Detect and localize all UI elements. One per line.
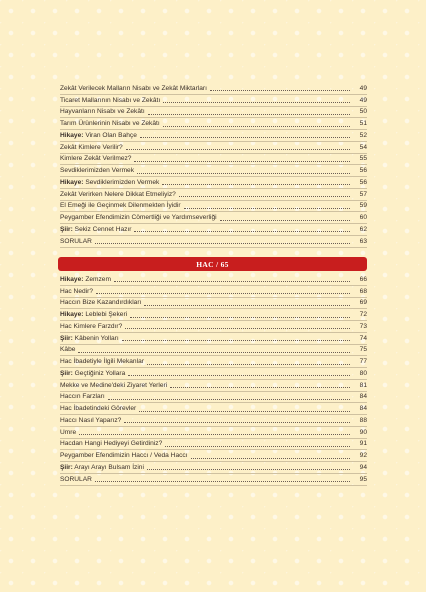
dot-leader (140, 136, 350, 138)
toc-entry-title-text: Haccın Farzları (60, 393, 105, 401)
toc-entry-page-number: 55 (359, 155, 367, 163)
dot-leader (79, 433, 350, 435)
toc-entry-title-text: Zekât Kimlere Verilir? (60, 143, 123, 151)
dot-leader (125, 327, 350, 329)
dot-leader (108, 398, 350, 400)
toc-entry-page-number: 56 (359, 167, 367, 174)
toc-entry-title-text: Peygamber Efendimizin Haccı / Veda Haccı (60, 452, 188, 459)
toc-entry-page-number: 92 (359, 452, 367, 459)
toc-entry-title (60, 226, 131, 235)
toc-entry (60, 450, 367, 462)
toc-entry-title (60, 346, 75, 355)
toc-entry-page-number: 95 (359, 475, 367, 483)
toc-entry (60, 321, 367, 333)
dot-leader (96, 292, 350, 294)
toc-entry-page-number: 94 (359, 463, 367, 471)
toc-entry (60, 298, 367, 310)
toc-entry-title (60, 370, 125, 379)
dot-leader (130, 316, 350, 318)
dot-leader (95, 480, 350, 482)
section-heading-text: HAC / 65 (196, 259, 229, 269)
dot-leader (78, 351, 350, 353)
toc-entry-page-number: 52 (359, 131, 367, 139)
toc-entry-title-text: Kimlere Zekât Verilmez? (60, 155, 132, 163)
dot-leader (122, 339, 350, 341)
dot-leader (179, 195, 350, 197)
toc-entry-title (60, 120, 160, 129)
toc-entry (60, 474, 367, 486)
toc-entry-page-number: 72 (359, 311, 367, 318)
toc-entry-title-text: Sevdiklerimizden Vermek (85, 178, 160, 186)
section-heading-hac (58, 257, 367, 271)
toc-entry-title-text: Viran Olan Bahçe (85, 131, 137, 139)
toc-entry-title (60, 464, 144, 473)
toc-entry-title (60, 417, 121, 426)
toc-entry-title-text: Kâbe (60, 346, 76, 354)
toc-entry-prefix: Hikaye: (60, 275, 84, 283)
toc-entry-title (60, 167, 134, 176)
toc-entry-page-number: 81 (359, 381, 367, 389)
toc-entry (60, 286, 367, 298)
toc-entry-page-number: 49 (359, 84, 367, 92)
zekat-toc-list (60, 83, 367, 248)
toc-entry-title-text: Zekât Verirken Nelere Dikkat Etmeliyiz? (60, 190, 176, 198)
dot-leader (95, 242, 350, 244)
toc-entry-page-number: 66 (359, 275, 367, 283)
toc-entry (60, 154, 367, 166)
dot-leader (163, 125, 350, 127)
toc-entry-prefix: Şiir: (60, 225, 73, 233)
toc-entry-page-number: 51 (359, 120, 367, 127)
toc-entry-title-text: Zekât Verilecek Malların Nisabı ve Zekât Miktarları (60, 84, 207, 92)
toc-entry-title-text: Tarım Ürünlerinin Nisabı ve Zekâtı (60, 120, 160, 127)
toc-entry (60, 462, 367, 474)
toc-entry-page-number: 84 (359, 393, 367, 401)
toc-entry-page-number: 62 (359, 225, 367, 233)
toc-entry (60, 439, 367, 451)
toc-entry-title (60, 452, 188, 461)
toc-entry-title-text: Haccın Bize Kazandırdıkları (60, 299, 142, 307)
dot-leader (184, 207, 350, 209)
toc-entry-title (60, 323, 122, 332)
toc-entry-title (60, 429, 76, 438)
toc-entry-prefix: Hikaye: (60, 311, 84, 318)
toc-entry (60, 130, 367, 142)
dot-leader (162, 183, 350, 185)
toc-entry-page-number: 50 (359, 108, 367, 116)
toc-entry (60, 380, 367, 392)
toc-entry-page-number: 91 (359, 440, 367, 448)
dot-leader (147, 363, 350, 365)
toc-entry-title-text: Kâbenin Yolları (74, 334, 119, 342)
toc-entry (60, 427, 367, 439)
toc-entry-page-number: 73 (359, 322, 367, 330)
dot-leader (124, 421, 350, 423)
toc-entry-title-text: Umre (60, 428, 77, 436)
toc-entry-title-text: Geçtiğiniz Yollara (74, 369, 126, 377)
toc-entry-title (60, 191, 176, 200)
toc-entry-page-number: 77 (359, 358, 367, 365)
toc-entry-page-number: 90 (359, 428, 367, 436)
toc-entry (60, 392, 367, 404)
toc-entry (60, 142, 367, 154)
toc-entry-title-text: Arayı Arayı Bulsam İzini (74, 463, 144, 471)
toc-entry (60, 224, 367, 236)
toc-entry-title (60, 155, 131, 164)
toc-entry-title (60, 202, 181, 211)
dot-leader (165, 445, 350, 447)
toc-entry-page-number: 54 (359, 143, 367, 151)
hac-toc-list (60, 274, 367, 486)
toc-entry (60, 177, 367, 189)
dot-leader (128, 374, 350, 376)
toc-entry (60, 212, 367, 224)
dot-leader (139, 410, 350, 412)
dot-leader (134, 160, 350, 162)
toc-entry-title (60, 108, 145, 117)
toc-entry-title-text: El Emeği ile Geçinmek Dilenmekten İyidir (60, 202, 181, 210)
toc-entry (60, 415, 367, 427)
toc-entry-title (60, 358, 144, 367)
toc-entry-title (60, 288, 93, 297)
dot-leader (134, 230, 350, 232)
toc-entry-page-number: 60 (359, 214, 367, 221)
toc-entry-page-number: 88 (359, 416, 367, 424)
dot-leader (210, 89, 350, 91)
toc-entry-title-text: Sevdiklerimizden Vermek (60, 167, 135, 174)
toc-entry-title-text: Haccı Nasıl Yaparız? (60, 416, 122, 424)
toc-entry (60, 403, 367, 415)
toc-entry-title (60, 238, 92, 247)
toc-entry-title-text: Hacdan Hangi Hediyeyi Getirdiniz? (60, 440, 163, 448)
toc-entry-title (60, 476, 92, 485)
toc-entry (60, 189, 367, 201)
toc-entry-title-text: Mekke ve Medine'deki Ziyaret Yerleri (60, 381, 168, 389)
toc-entry-title-text: Sekiz Cennet Hazır (74, 225, 132, 233)
toc-entry (60, 309, 367, 321)
toc-entry-title (60, 132, 137, 141)
dot-leader (163, 101, 350, 103)
toc-entry-title-text: Peygamber Efendimizin Cömertliği ve Yardımseverliği (60, 214, 217, 221)
toc-entry (60, 107, 367, 119)
dot-leader (148, 113, 350, 115)
toc-entry-page-number: 59 (359, 202, 367, 210)
toc-entry-title (60, 85, 207, 94)
toc-entry-title (60, 311, 127, 320)
toc-entry-prefix: Şiir: (60, 369, 73, 377)
toc-entry-prefix: Hikaye: (60, 131, 84, 139)
toc-entry-prefix: Hikaye: (60, 178, 84, 186)
toc-entry-title (60, 440, 162, 449)
toc-entry-prefix: Şiir: (60, 334, 73, 342)
dot-leader (137, 172, 350, 174)
toc-entry-title (60, 405, 136, 414)
toc-entry-title (60, 97, 160, 106)
toc-entry (60, 274, 367, 286)
toc-entry (60, 118, 367, 130)
toc-entry (60, 201, 367, 213)
toc-entry-page-number: 75 (359, 346, 367, 354)
toc-entry-title (60, 335, 119, 344)
dot-leader (191, 457, 350, 459)
toc-entry (60, 368, 367, 380)
toc-entry-page-number: 49 (359, 96, 367, 104)
toc-entry-title-text: Hac İbadetiyle İlgili Mekanlar (60, 358, 144, 365)
toc-entry-title-text: Leblebi Şekeri (85, 311, 128, 318)
toc-entry-page-number: 69 (359, 299, 367, 307)
toc-entry (60, 236, 367, 248)
toc-entry-title (60, 144, 123, 153)
toc-entry-page-number: 57 (359, 190, 367, 198)
toc-entry-title-text: SORULAR (60, 237, 92, 245)
toc-entry-title (60, 393, 105, 402)
dot-leader (220, 219, 350, 221)
toc-entry-title (60, 382, 167, 391)
toc-entry (60, 83, 367, 95)
toc-entry (60, 165, 367, 177)
toc-entry-title-text: Hac Kimlere Farzdır? (60, 322, 123, 330)
dot-leader (114, 280, 350, 282)
toc-entry-title-text: SORULAR (60, 475, 92, 483)
toc-entry (60, 356, 367, 368)
toc-entry-title (60, 276, 111, 285)
toc-entry (60, 345, 367, 357)
toc-entry-title-text: Zemzem (85, 275, 111, 283)
toc-entry-title-text: Ticaret Mallarının Nisabı ve Zekâtı (60, 96, 161, 104)
toc-entry-title-text: Hac Nedir? (60, 287, 93, 295)
toc-entry (60, 333, 367, 345)
toc-entry-page-number: 56 (359, 178, 367, 186)
toc-entry (60, 95, 367, 107)
toc-entry-title (60, 214, 217, 223)
dot-leader (170, 386, 350, 388)
toc-entry-title-text: Hayvanların Nisabı ve Zekâtı (60, 108, 145, 116)
dot-leader (144, 304, 350, 306)
toc-entry-page-number: 68 (359, 287, 367, 295)
toc-entry-page-number: 74 (359, 334, 367, 342)
toc-entry-title (60, 179, 159, 188)
toc-entry-page-number: 84 (359, 405, 367, 412)
toc-entry-prefix: Şiir: (60, 463, 73, 471)
toc-entry-title (60, 299, 141, 308)
toc-entry-page-number: 80 (359, 369, 367, 377)
toc-entry-title-text: Hac İbadetindeki Görevler (60, 405, 137, 412)
toc-entry-page-number: 63 (359, 237, 367, 245)
dot-leader (147, 468, 350, 470)
dot-leader (126, 148, 350, 150)
